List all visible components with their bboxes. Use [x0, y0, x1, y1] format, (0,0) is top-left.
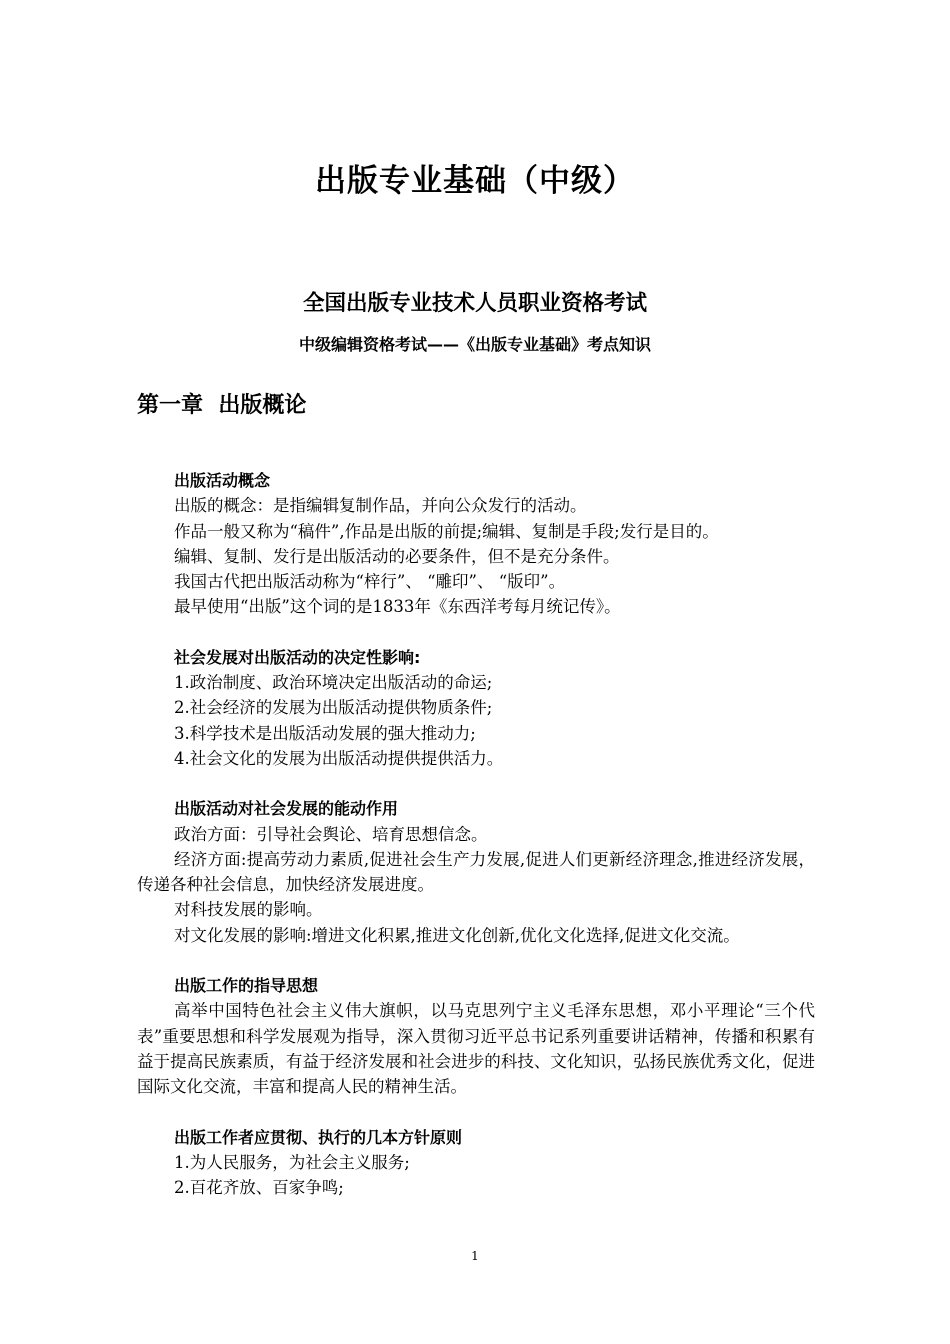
section-social-influence: [137, 645, 815, 771]
body-paragraph: 高举中国特色社会主义伟大旗帜，以马克思列宁主义毛泽东思想，邓小平理论“三个代表”重要思想和科学发展观为指导，深入贯彻习近平总书记系列重要讲话精神，传播和积累有益于提高民族素质，有益于经济发展和社会进步的科技、文化知识，弘扬民族优秀文化，促进国际文化交流，丰富和提高人民的精神生活。: [137, 1001, 815, 1097]
list-item: 3.科学技术是出版活动发展的强大推动力;: [174, 723, 476, 743]
body-line: 政治方面：引导社会舆论、培育思想信念。: [174, 824, 488, 844]
document-title: 出版专业基础（中级）: [315, 163, 635, 199]
body-line: 编辑、复制、发行是出版活动的必要条件，但不是充分条件。: [174, 546, 620, 566]
section-guiding-ideology: [137, 973, 815, 1099]
body-line: 我国古代把出版活动称为“梓行”、 “雕印”、 “版印”。: [174, 572, 566, 592]
body-paragraph: 对文化发展的影响:增进文化积累,推进文化创新,优化文化选择,促进文化交流。: [174, 925, 740, 945]
list-item: 4.社会文化的发展为出版活动提供提供活力。: [174, 748, 504, 768]
list-item: 2.百花齐放、百家争鸣;: [174, 1178, 344, 1198]
list-item: 2.社会经济的发展为出版活动提供物质条件;: [174, 698, 493, 718]
section-heading: 社会发展对出版活动的决定性影响:: [174, 647, 421, 667]
document-body: [137, 468, 815, 1225]
body-line: 作品一般又称为“稿件”,作品是出版的前提;编辑、复制是手段;发行是目的。: [174, 521, 719, 541]
section-heading: 出版活动对社会发展的能动作用: [174, 799, 399, 819]
body-paragraph: 经济方面:提高劳动力素质,促进社会生产力发展,促进人们更新经济理念,推进经济发展，传递各种社会信息，加快经济发展进度。: [137, 849, 815, 895]
section-heading: 出版活动概念: [174, 471, 271, 490]
section-principles: [137, 1125, 815, 1201]
document-subtitle: 全国出版专业技术人员职业资格考试: [302, 291, 647, 316]
list-item: 1.为人民服务，为社会主义服务;: [174, 1152, 410, 1172]
section-heading: 出版工作者应贯彻、执行的几本方针原则: [174, 1127, 463, 1147]
body-line: 对科技发展的影响。: [174, 900, 323, 920]
page-number: 1: [471, 1249, 479, 1263]
list-item: 1.政治制度、政治环境决定出版活动的命运;: [174, 673, 493, 693]
section-heading: 出版工作的指导思想: [174, 976, 319, 996]
document-subtitle-secondary: 中级编辑资格考试——《出版专业基础》考点知识: [298, 335, 651, 354]
section-publishing-concept: [137, 468, 815, 620]
body-line: 最早使用“出版”这个词的是1833年《东西洋考每月统记传》。: [174, 597, 621, 617]
section-active-role: [137, 796, 815, 948]
body-line: 出版的概念：是指编辑复制作品，并向公众发行的活动。: [174, 496, 587, 516]
chapter-heading: 第一章 出版概论: [137, 393, 307, 418]
